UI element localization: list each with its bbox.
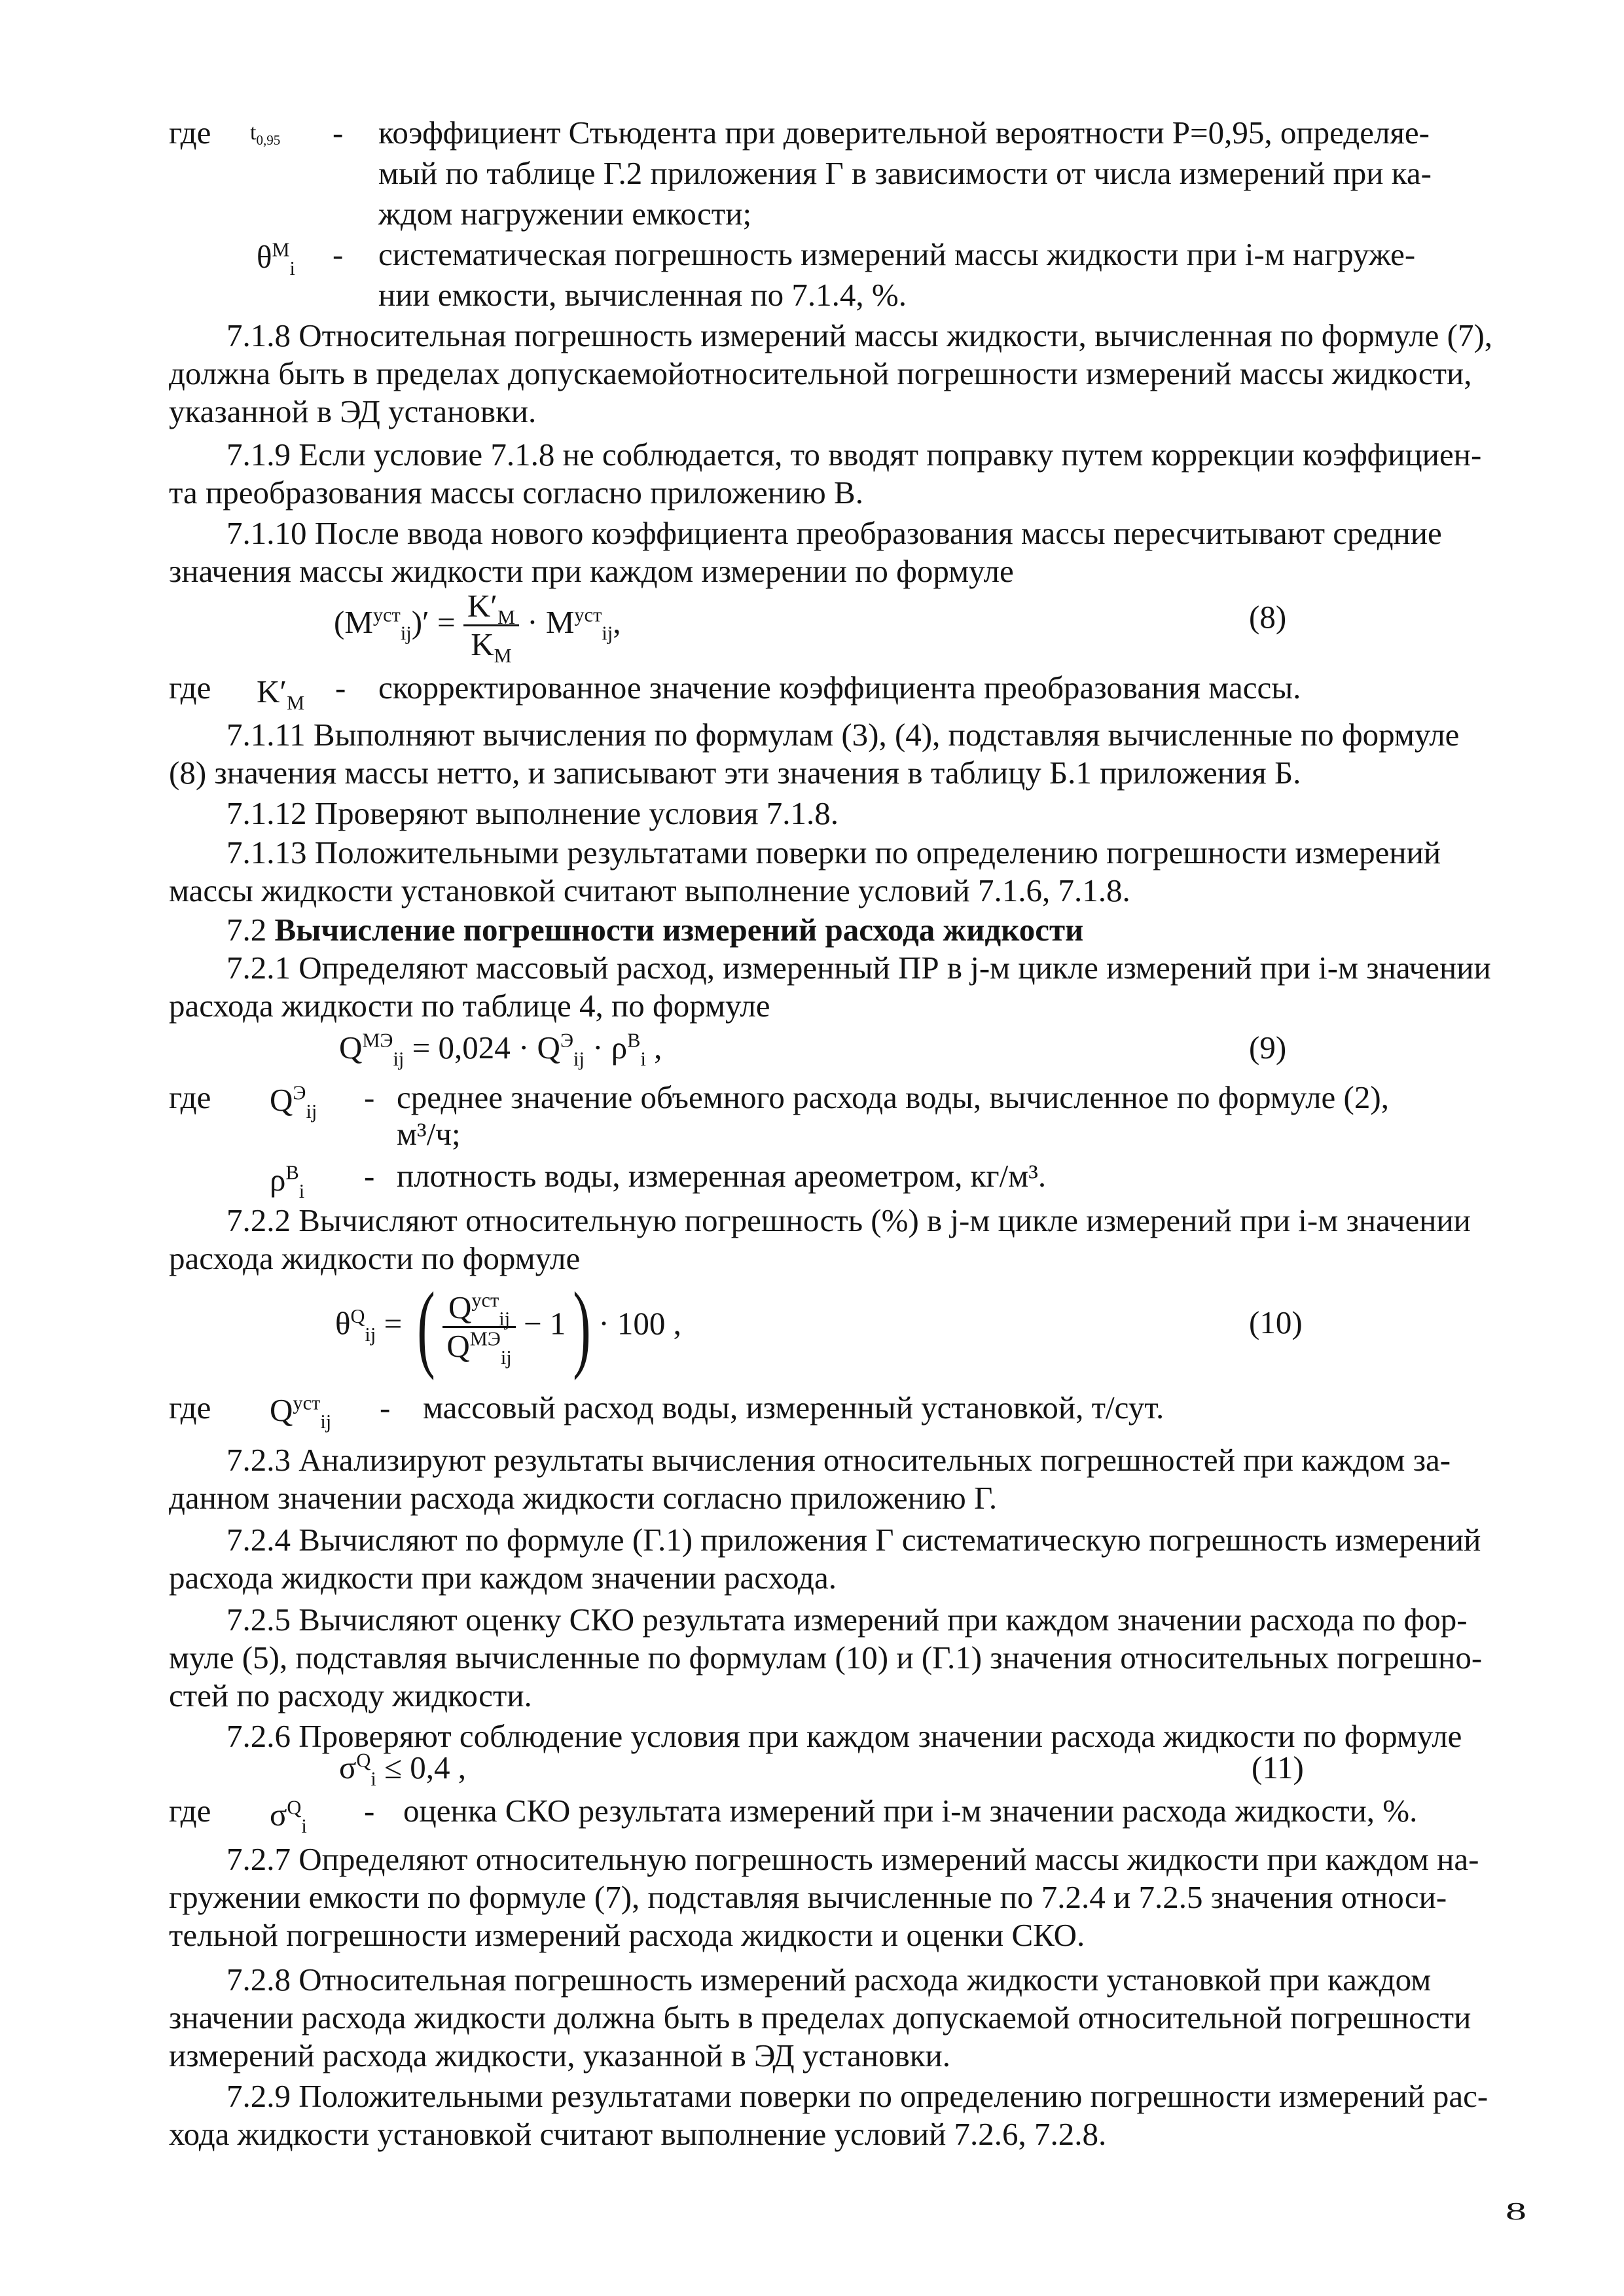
paragraph-7-2-5-line: 7.2.5 Вычисляют оценку СКО результата измерений при каждом значении расхода по фор- <box>226 1602 1468 1638</box>
definition-line: коэффициент Стьюдента при доверительной вероятности Р=0,95, определяе- <box>378 115 1430 151</box>
formula-11: $\sigma^Q_i \le 0,4$ , <box>339 1749 466 1790</box>
fraction: $\frac{K'_M}{K_M}$ <box>463 588 519 663</box>
paragraph-7-1-8-line: должна быть в пределах допускаемойотносительной погрешности измерений массы жидкости, <box>169 355 1472 391</box>
paragraph-7-1-9-line: 7.1.9 Если условие 7.1.8 не соблюдается, то вводят поправку путем коррекции коэффициен- <box>226 437 1482 473</box>
paragraph-7-1-11-line: 7.1.11 Выполняют вычисления по формулам (3), (4), подставляя вычисленные по формуле <box>226 717 1460 753</box>
paragraph-7-2-4-line: расхода жидкости при каждом значении расхода. <box>169 1560 837 1596</box>
paragraph-7-1-10-line: 7.1.10 После ввода нового коэффициента преобразования массы пересчитывают средние <box>226 515 1442 551</box>
symbol-sigma-q: $\sigma^Q_i$ <box>270 1796 307 1837</box>
paragraph-7-2-1-line: расхода жидкости по таблице 4, по формуле <box>169 988 770 1024</box>
paragraph-7-2-8-line: 7.2.8 Относительная погрешность измерений расхода жидкости установкой при каждом <box>226 1962 1432 1998</box>
paragraph-7-2-9-line: хода жидкости установкой считают выполнение условий 7.2.6, 7.2.8. <box>169 2116 1107 2152</box>
definition-line: ждом нагружении емкости; <box>378 196 752 232</box>
definition-line: массовый расход воды, измеренный установкой, т/сут. <box>423 1390 1164 1426</box>
symbol-k-prime-m: $K'_M$ <box>257 673 305 714</box>
paragraph-7-2-4-line: 7.2.4 Вычисляют по формуле (Г.1) приложения Г систематическую погрешность измерений <box>226 1522 1481 1558</box>
dash: - <box>335 670 346 706</box>
definition-line: среднее значение объемного расхода воды, вычисленное по формуле (2), <box>397 1079 1389 1115</box>
paragraph-7-2-3-line: данном значении расхода жидкости согласно приложению Г. <box>169 1480 998 1516</box>
formula-number-8: (8) <box>1249 599 1287 635</box>
where-label: где <box>169 1793 211 1829</box>
paragraph-7-1-11-line: (8) значения массы нетто, и записывают эти значения в таблицу Б.1 приложения Б. <box>169 755 1301 791</box>
section-heading-7-2: 7.2 Вычисление погрешности измерений расхода жидкости <box>226 912 1084 948</box>
definition-line: систематическая погрешность измерений массы жидкости при i-м нагруже- <box>378 236 1416 272</box>
definition-line: скорректированное значение коэффициента преобразования массы. <box>378 670 1301 706</box>
paragraph-7-1-13-line: массы жидкости установкой считают выполнение условий 7.1.6, 7.1.8. <box>169 872 1130 908</box>
definition-line: нии емкости, вычисленная по 7.1.4, %. <box>378 277 907 313</box>
paragraph-7-2-6-line: 7.2.6 Проверяют соблюдение условия при каждом значении расхода жидкости по формуле <box>226 1718 1462 1754</box>
right-parenthesis: ) <box>573 1272 592 1381</box>
paragraph-7-2-8-line: измерений расхода жидкости, указанной в ЭД установки. <box>169 2037 951 2073</box>
paragraph-7-1-8-line: 7.1.8 Относительная погрешность измерений массы жидкости, вычисленная по формуле (7), <box>226 317 1493 353</box>
symbol-rho-b: $\rho^B_i$ <box>270 1161 305 1202</box>
definition-line: оценка СКО результата измерений при i-м значении расхода жидкости, %. <box>403 1793 1418 1829</box>
symbol-t095: $t_{0,95}$ <box>250 120 281 148</box>
paragraph-7-1-10-line: значения массы жидкости при каждом измерении по формуле <box>169 553 1014 589</box>
page-number: 8 <box>1506 2198 1526 2225</box>
definition-line: плотность воды, измеренная ареометром, кг/м³. <box>397 1158 1047 1194</box>
dash: - <box>380 1390 391 1426</box>
formula-10: $\theta^Q_{ij}$ = ( $\frac{Q^{уст}_{ij}}{Q^{МЭ}_{ij}}$ − 1) · 100 , <box>335 1272 681 1381</box>
where-label: где <box>169 1390 211 1426</box>
formula-9: $Q^{МЭ}_{ij} = 0,024 \cdot Q^Э_{ij} \cdot \rho^B_i$ , <box>339 1029 662 1070</box>
left-parenthesis: ( <box>417 1272 436 1381</box>
symbol-q-e: $Q^Э_{ij}$ <box>270 1081 317 1122</box>
definition-line: м³/ч; <box>397 1116 461 1152</box>
paragraph-7-2-7-line: 7.2.7 Определяют относительную погрешность измерений массы жидкости при каждом на- <box>226 1841 1479 1877</box>
paragraph-7-2-9-line: 7.2.9 Положительными результатами поверки по определению погрешности измерений рас- <box>226 2078 1489 2114</box>
paragraph-7-2-5-line: муле (5), подставляя вычисленные по формулам (10) и (Г.1) значения относительных погрешно- <box>169 1640 1483 1676</box>
paragraph-7-2-8-line: значении расхода жидкости должна быть в пределах допускаемой относительной погрешности <box>169 2000 1471 2036</box>
where-label: где <box>169 670 211 706</box>
paragraph-7-2-7-line: тельной погрешности измерений расхода жидкости и оценки СКО. <box>169 1917 1085 1953</box>
paragraph-7-2-7-line: гружении емкости по формуле (7), подставляя вычисленные по 7.2.4 и 7.2.5 значения относи- <box>169 1879 1447 1915</box>
symbol-theta-m: $\theta^M_i$ <box>257 238 295 279</box>
paragraph-7-1-9-line: та преобразования массы согласно приложению В. <box>169 475 863 511</box>
definition-line: мый по таблице Г.2 приложения Г в зависимости от числа измерений при ка- <box>378 155 1432 191</box>
paragraph-7-2-2-line: 7.2.2 Вычисляют относительную погрешность (%) в j-м цикле измерений при i-м значении <box>226 1202 1471 1238</box>
formula-number-11: (11) <box>1252 1749 1304 1785</box>
where-label: где <box>169 115 211 151</box>
where-label: где <box>169 1079 211 1115</box>
paragraph-7-1-13-line: 7.1.13 Положительными результатами поверки по определению погрешности измерений <box>226 834 1441 870</box>
fraction: $\frac{Q^{уст}_{ij}}{Q^{МЭ}_{ij}}$ <box>442 1289 515 1365</box>
formula-8: $(M^{уст}_{ij})'$ = $\frac{K'_M}{K_M}$ · $M^{уст}_{ij}$, <box>334 588 621 667</box>
formula-number-10: (10) <box>1249 1304 1303 1340</box>
paragraph-7-2-5-line: стей по расходу жидкости. <box>169 1677 532 1713</box>
paragraph-7-2-2-line: расхода жидкости по формуле <box>169 1240 581 1276</box>
dash: - <box>364 1158 375 1194</box>
dash: - <box>364 1079 375 1115</box>
paragraph-7-2-1-line: 7.2.1 Определяют массовый расход, измеренный ПР в j-м цикле измерений при i-м значении <box>226 950 1491 986</box>
symbol-q-ust: $Q^{уст}_{ij}$ <box>270 1391 332 1433</box>
paragraph-7-1-12-line: 7.1.12 Проверяют выполнение условия 7.1.8. <box>226 795 839 831</box>
paragraph-7-2-3-line: 7.2.3 Анализируют результаты вычисления относительных погрешностей при каждом за- <box>226 1442 1451 1478</box>
dash: - <box>333 236 344 272</box>
dash: - <box>333 115 344 151</box>
dash: - <box>364 1793 375 1829</box>
paragraph-7-1-8-line: указанной в ЭД установки. <box>169 393 537 429</box>
formula-number-9: (9) <box>1249 1030 1287 1066</box>
